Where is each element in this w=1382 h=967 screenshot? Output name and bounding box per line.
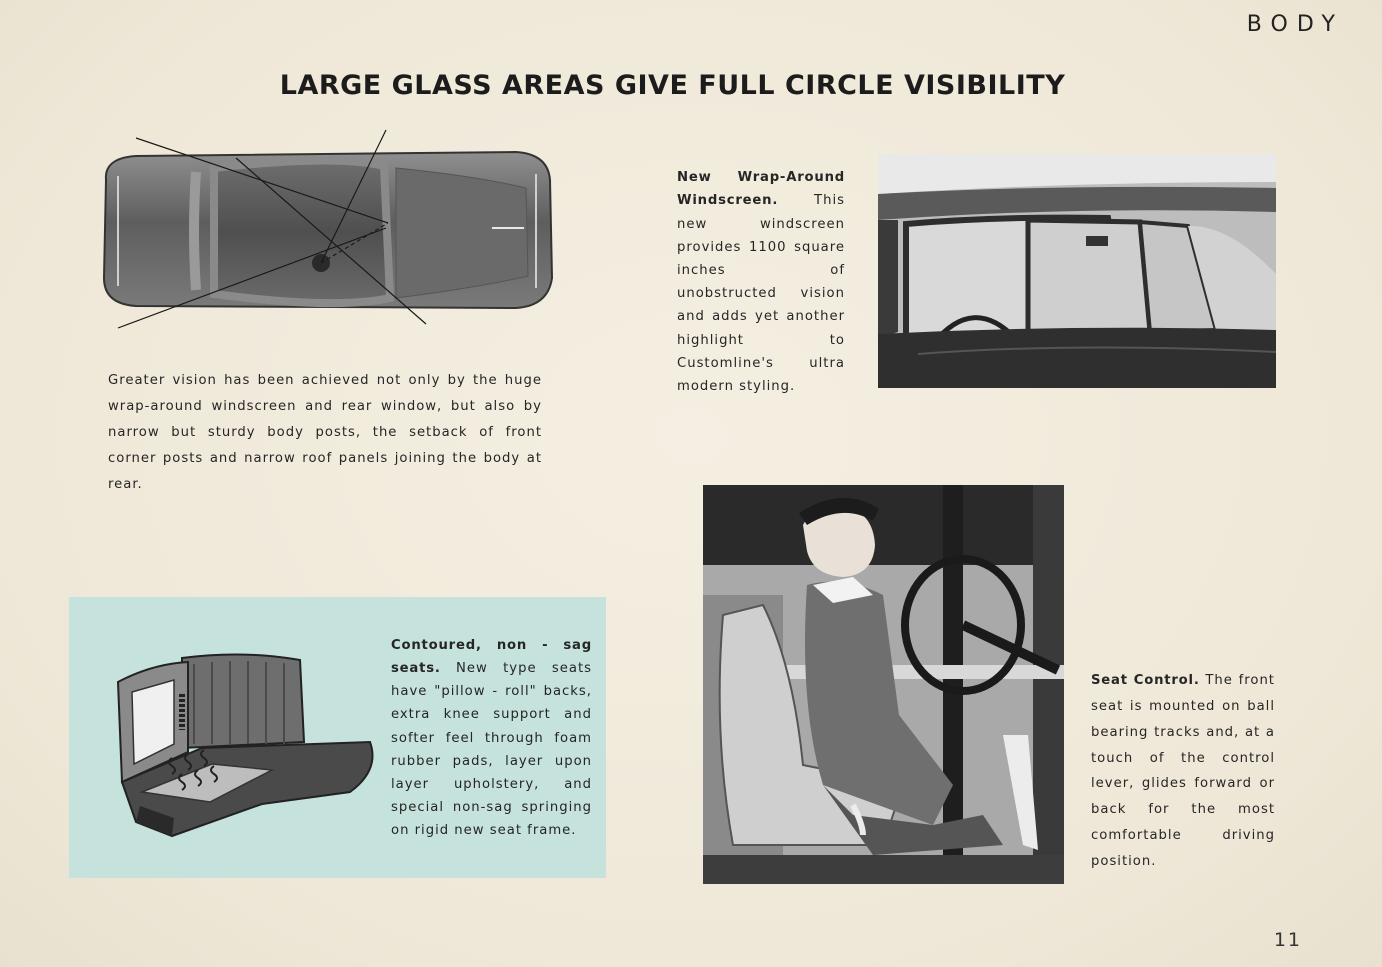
seat-control-photo	[703, 485, 1064, 884]
page-headline: LARGE GLASS AREAS GIVE FULL CIRCLE VISIBILITY	[279, 70, 1066, 101]
seat-control-lead: Seat Control.	[1091, 673, 1200, 689]
windscreen-photo	[878, 154, 1276, 388]
seats-lead: Contoured, non - sag seats.	[391, 638, 592, 677]
seat-cutaway-illustration	[112, 652, 380, 838]
car-top-view-illustration	[96, 128, 558, 334]
seat-control-paragraph	[1091, 668, 1275, 874]
vision-paragraph: Greater vision has been achieved not only by the huge wrap-around windscreen and rear window, but also by narrow but sturdy body posts, the setback of front corner posts and narrow roof panels joining the body at rear.	[108, 373, 542, 493]
seat-control-text: The front seat is mounted on ball bearing tracks and, at a touch of the control lever, glides forward or back for the most comfortable driving position.	[1091, 673, 1275, 869]
section-label: BODY	[1246, 12, 1344, 37]
windscreen-paragraph	[677, 166, 845, 398]
seats-text: New type seats have "pillow - roll" backs, extra knee support and softer feel through foam rubber pads, layer upon layer upholstery, and special non-sag springing on rigid new seat frame.	[391, 661, 592, 838]
windscreen-text: This new windscreen provides 1100 square inches of unobstructed vision and adds yet another highlight to Customline's ultra modern styling.	[677, 193, 845, 395]
seats-paragraph	[391, 634, 592, 842]
page-number: 11	[1273, 929, 1302, 951]
windscreen-lead: New Wrap-Around Windscreen.	[677, 170, 845, 209]
